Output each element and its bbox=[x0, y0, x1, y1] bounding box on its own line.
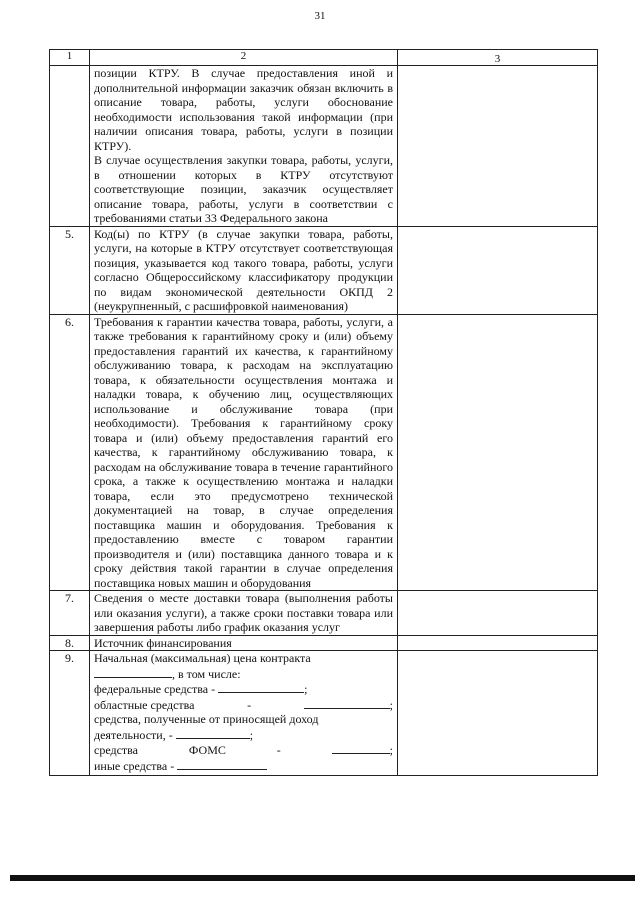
line-text: деятельности, - bbox=[94, 727, 173, 742]
contract-price-blank[interactable] bbox=[94, 666, 172, 678]
paragraph: Источник финансирования bbox=[94, 635, 232, 650]
row-number: 6. bbox=[50, 314, 90, 591]
paragraph: Сведения о месте доставки товара (выполнения работы или оказания услуги), а также сроки поставки товара или завершения работы либо график оказания услуг bbox=[94, 591, 393, 634]
line-text: - bbox=[276, 743, 281, 757]
row-description bbox=[90, 651, 398, 776]
row-value-cell bbox=[398, 314, 598, 591]
row-number: 8. bbox=[50, 635, 90, 651]
line-text: - bbox=[247, 697, 252, 712]
row-number bbox=[50, 66, 90, 227]
other-funds-blank[interactable] bbox=[177, 758, 267, 770]
other-funds-line bbox=[94, 758, 393, 776]
line-text: ; bbox=[389, 697, 393, 712]
row-value-cell bbox=[398, 651, 598, 776]
federal-funds-line bbox=[94, 681, 393, 697]
scan-edge-bar bbox=[10, 875, 635, 881]
line-text: ; bbox=[389, 743, 393, 757]
contract-price-line bbox=[94, 666, 393, 682]
table-row bbox=[50, 66, 598, 227]
header-col-2: 2 bbox=[90, 50, 398, 66]
table-row bbox=[50, 591, 598, 636]
row-value-cell bbox=[398, 226, 598, 314]
federal-funds-blank[interactable] bbox=[218, 681, 304, 693]
regional-funds-line bbox=[94, 697, 393, 713]
paragraph: Код(ы) по КТРУ (в случае закупки товара, работы, услуги, на которые в КТРУ отсутствует соответствующая позиция, указывается код такого товара, работы, услуги согласно Общероссийскому классификатору продукции по видам экономической деятельности ОКПД 2 (неукрупненный, с расшифровкой наименования) bbox=[94, 226, 393, 313]
page-number: 31 bbox=[314, 10, 326, 22]
table-row bbox=[50, 226, 598, 314]
table-header-row bbox=[50, 50, 598, 66]
foms-funds-blank[interactable] bbox=[332, 742, 390, 754]
line-text: ФОМС bbox=[188, 743, 226, 757]
line-text: иные средства - bbox=[94, 758, 175, 773]
table-row bbox=[50, 314, 598, 591]
paragraph: Требования к гарантии качества товара, работы, услуги, а также требования к гарантийному сроку и (или) объему предоставления гарантий их качества, к гарантийному обслуживанию товара, к расходам на эксплуатацию товара, к обязательности осуществления монтажа и наладки товара, к обучению лиц, осуществляющих использование и обслуживание товара (при необходимости). Требования к гарантийному сроку товара и (или) объему предоставления гарантий его качества, к гарантийному обслуживанию товара, к расходам на обслуживание товара в течение гарантийного срока, а также к осуществлению монтажа и наладки товара, если это предусмотрено технической документацией на товар, в случае определения поставщика машин и оборудования. Требования к предоставлению вместе с товаром гарантии производителя и (или) поставщика данного товара и к сроку действия такой гарантии в случае определения поставщика новых машин и оборудования bbox=[94, 314, 393, 590]
line-text: ; bbox=[304, 682, 308, 696]
row-value-cell bbox=[398, 635, 598, 651]
row-number: 7. bbox=[50, 591, 90, 636]
row-description bbox=[90, 66, 398, 227]
paragraph: Начальная (максимальная) цена контракта bbox=[94, 651, 311, 665]
row-description bbox=[90, 635, 398, 651]
row-number: 5. bbox=[50, 226, 90, 314]
line-text: ; bbox=[249, 727, 254, 742]
regional-funds-blank[interactable] bbox=[304, 697, 390, 709]
line-text: средства bbox=[94, 743, 139, 757]
income-funds-blank[interactable] bbox=[176, 727, 250, 739]
row-description bbox=[90, 314, 398, 591]
paragraph: позиции КТРУ. В случае предоставления иной и дополнительной информации заказчик обязан включить в описание товара, работы, услуги обоснование необходимости использования такой информации (при наличии описания товара, работы, услуги в позиции КТРУ). bbox=[94, 66, 393, 153]
line-text: федеральные средства - bbox=[94, 682, 216, 696]
row-number: 9. bbox=[50, 651, 90, 776]
table-row bbox=[50, 635, 598, 651]
table-row bbox=[50, 651, 598, 776]
line-text: областные средства bbox=[94, 697, 195, 712]
line-text: , в том числе: bbox=[172, 666, 241, 681]
income-funds-line bbox=[94, 727, 393, 743]
foms-funds-line bbox=[94, 742, 393, 758]
header-col-3: 3 bbox=[398, 50, 598, 66]
row-value-cell bbox=[398, 66, 598, 227]
paragraph: В случае осуществления закупки товара, работы, услуги, в отношении которых в КТРУ отсутствуют соответствующие позиции, заказчик осуществляет описание товара, работы, услуги в соответствии с требованиями статьи 33 Федерального закона bbox=[94, 153, 393, 225]
paragraph: средства, полученные от приносящей доход bbox=[94, 712, 319, 726]
row-value-cell bbox=[398, 591, 598, 636]
requirements-table bbox=[49, 49, 598, 776]
row-description bbox=[90, 591, 398, 636]
header-col-1: 1 bbox=[50, 50, 90, 66]
row-description bbox=[90, 226, 398, 314]
